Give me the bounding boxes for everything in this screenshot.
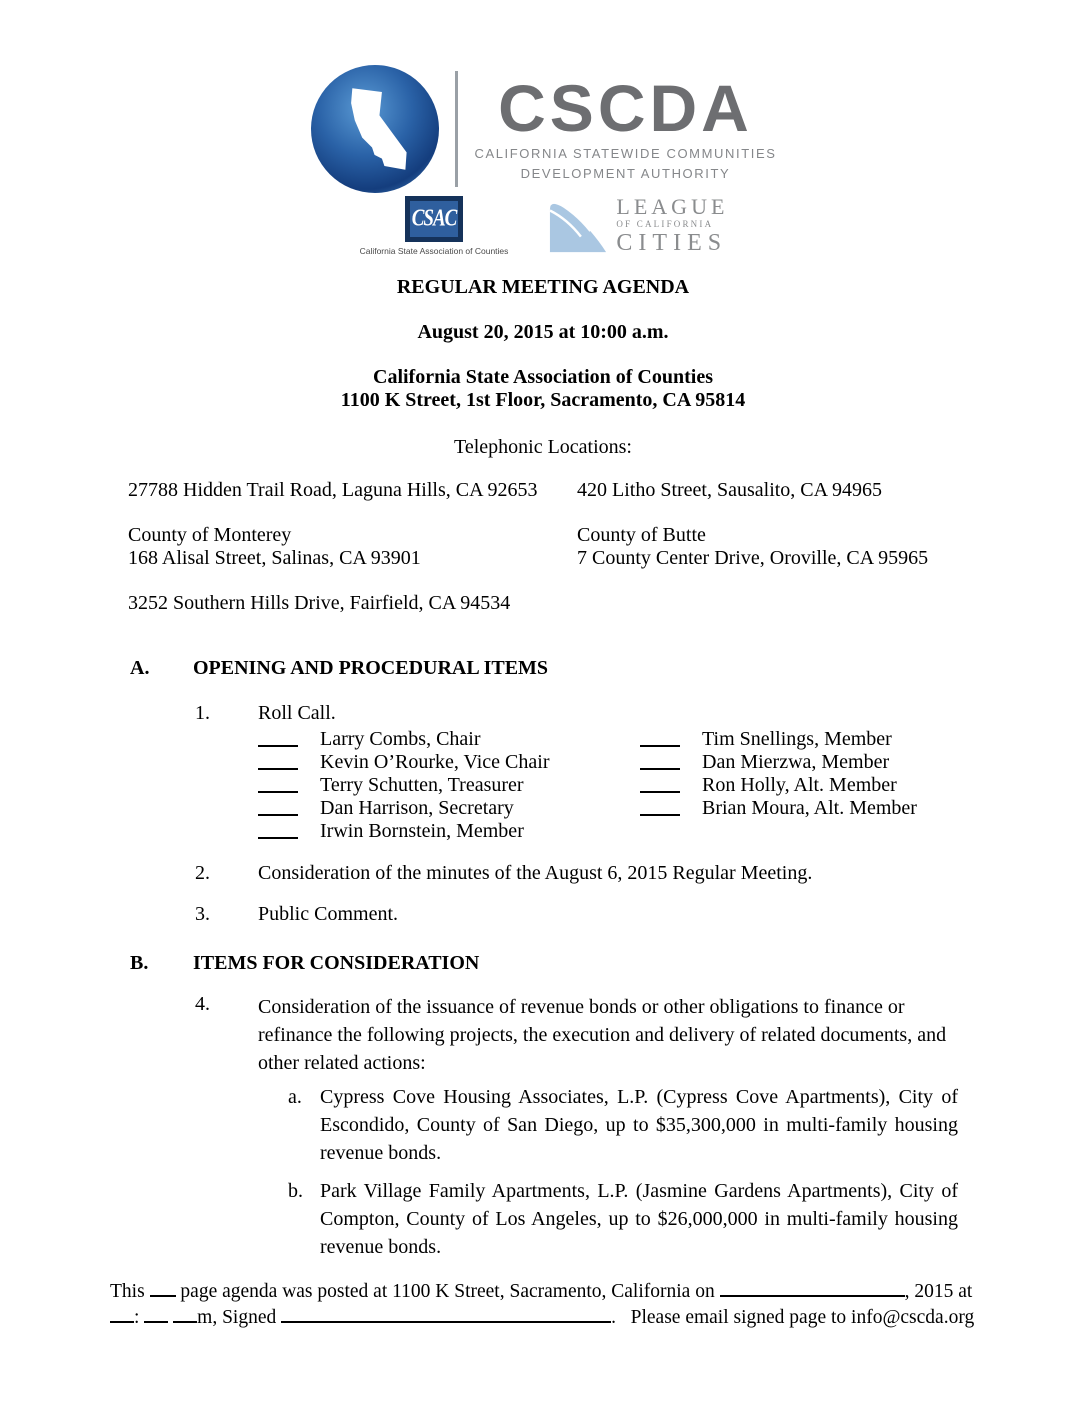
posting-notice-line1 [110, 1279, 978, 1305]
roll-call-name: Brian Moura, Alt. Member [702, 797, 917, 819]
telephonic-label: Telephonic Locations: [454, 436, 632, 458]
item-number: 4. [195, 993, 210, 1015]
agenda-item-1 [195, 702, 958, 725]
league-line1: LEAGUE [616, 194, 729, 219]
roll-call-blank [640, 802, 680, 816]
roll-call-blank [258, 825, 298, 839]
time-ampm-blank [173, 1308, 197, 1323]
venue-line1: California State Association of Counties [373, 366, 713, 388]
footer-text: m, Signed [197, 1307, 277, 1328]
agenda-item-2 [195, 862, 958, 885]
footer-text: page agenda was posted at 1100 K Street, Sacramento, California on [180, 1281, 715, 1302]
item-text: Consideration of the minutes of the August 6, 2015 Regular Meeting. [258, 862, 813, 884]
roll-call-entry [258, 728, 640, 751]
league-line2: OF CALIFORNIA [616, 219, 714, 229]
cscda-wordmark [474, 71, 777, 182]
venue-line2: 1100 K Street, 1st Floor, Sacramento, CA 95814 [340, 389, 746, 411]
footer-text: : [134, 1307, 140, 1328]
roll-call-blank [640, 756, 680, 770]
location-street: 7 County Center Drive, Oroville, CA 95965 [577, 547, 929, 569]
roll-call-blank [258, 733, 298, 747]
roll-call-name: Dan Harrison, Secretary [320, 797, 514, 819]
meeting-venue [128, 366, 958, 412]
section-letter: A. [130, 657, 150, 679]
footer-text: . [611, 1307, 617, 1328]
roll-call-blank [258, 779, 298, 793]
location-address: 420 Litho Street, Sausalito, CA 94965 [577, 479, 882, 501]
roll-call-name: Irwin Bornstein, Member [320, 820, 524, 842]
location-address [128, 524, 577, 570]
roll-call-entry [640, 774, 958, 797]
csac-emblem [405, 196, 463, 242]
csac-logo [360, 196, 509, 256]
location-row [128, 592, 958, 615]
item-text: Public Comment. [258, 903, 398, 925]
roll-call-column-left [258, 728, 640, 843]
roll-call-name: Terry Schutten, Treasurer [320, 774, 524, 796]
location-row [128, 479, 958, 502]
location-street: 168 Alisal Street, Salinas, CA 93901 [128, 547, 421, 569]
cscda-subtitle-line2: DEVELOPMENT AUTHORITY [520, 165, 731, 181]
page-count-blank [150, 1282, 176, 1297]
agenda-subitem-b [288, 1177, 958, 1261]
section-title: OPENING AND PROCEDURAL ITEMS [193, 657, 549, 679]
cscda-subtitle-line1: CALIFORNIA STATEWIDE COMMUNITIES [474, 145, 777, 161]
posting-date-blank [720, 1282, 905, 1297]
league-of-california-cities-logo [548, 196, 728, 255]
roll-call-entry [640, 751, 958, 774]
roll-call-name: Kevin O’Rourke, Vice Chair [320, 751, 550, 773]
signature-blank [281, 1308, 611, 1323]
roll-call-entry [258, 774, 640, 797]
subitem-text: Cypress Cove Housing Associates, L.P. (Cypress Cove Apartments), City of Escondido, County of San Diego, up to $35,300,000 in multi-family housing revenue bonds. [320, 1086, 958, 1164]
roll-call-entry [640, 797, 958, 820]
roll-call-blank [258, 756, 298, 770]
roll-call-blank [640, 779, 680, 793]
time-minute-blank [144, 1308, 168, 1323]
agenda-item-3 [195, 903, 958, 926]
time-hour-blank [110, 1308, 134, 1323]
agenda-body [0, 276, 1088, 1331]
location-address: 3252 Southern Hills Drive, Fairfield, CA 94534 [128, 592, 511, 614]
roll-call-entry [258, 820, 640, 843]
roll-call-blank [640, 733, 680, 747]
agenda-title: REGULAR MEETING AGENDA [396, 276, 690, 298]
posting-notice [110, 1279, 978, 1331]
location-address [577, 592, 958, 615]
subitem-text: Park Village Family Apartments, L.P. (Jasmine Gardens Apartments), City of Compton, County of Los Angeles, up to $26,000,000 in multi-family housing revenue bonds. [320, 1180, 958, 1258]
league-swoosh-icon [548, 197, 608, 255]
california-state-icon [340, 79, 414, 179]
agenda-item-4 [195, 993, 958, 1077]
location-address: 27788 Hidden Trail Road, Laguna Hills, CA 92653 [128, 479, 538, 501]
roll-call-list [258, 728, 958, 843]
roll-call-entry [258, 797, 640, 820]
location-county: County of Butte [577, 524, 706, 546]
cscda-logo [0, 0, 1088, 194]
posting-notice-line2 [110, 1305, 978, 1331]
roll-call-name: Larry Combs, Chair [320, 728, 481, 750]
roll-call-entry [258, 751, 640, 774]
partner-logos [0, 196, 1088, 260]
roll-call-name: Dan Mierzwa, Member [702, 751, 890, 773]
cscda-acronym: CSCDA [498, 71, 753, 146]
item-number: 3. [195, 903, 210, 925]
section-b-heading [130, 952, 958, 975]
footer-text: Please email signed page to info@cscda.org [630, 1307, 975, 1328]
csac-caption: California State Association of Counties [359, 246, 509, 256]
logo-divider [455, 71, 458, 187]
league-wordmark [616, 196, 728, 255]
location-row [128, 524, 958, 570]
item-text: Consideration of the issuance of revenue bonds or other obligations to finance or refinance the following projects, the execution and delivery of related documents, and other related actions: [258, 996, 947, 1074]
footer-text: This [110, 1281, 145, 1302]
subitem-letter: b. [288, 1180, 303, 1202]
item-number: 1. [195, 702, 210, 724]
agenda-subitem-a [288, 1083, 958, 1167]
item-text: Roll Call. [258, 702, 336, 724]
roll-call-name: Ron Holly, Alt. Member [702, 774, 897, 796]
location-county: County of Monterey [128, 524, 292, 546]
location-address [577, 524, 958, 570]
footer-text: , 2015 at [904, 1281, 973, 1302]
section-title: ITEMS FOR CONSIDERATION [193, 952, 480, 974]
roll-call-name: Tim Snellings, Member [702, 728, 892, 750]
roll-call-entry [640, 728, 958, 751]
league-line3: CITIES [616, 230, 728, 256]
roll-call-blank [258, 802, 298, 816]
item-number: 2. [195, 862, 210, 884]
subitem-letter: a. [288, 1086, 302, 1108]
section-a-heading [130, 657, 958, 680]
csac-acronym: CSAC [411, 205, 457, 232]
roll-call-column-right [640, 728, 958, 843]
cscda-globe [311, 65, 439, 193]
section-letter: B. [130, 952, 149, 974]
meeting-datetime: August 20, 2015 at 10:00 a.m. [417, 321, 669, 343]
